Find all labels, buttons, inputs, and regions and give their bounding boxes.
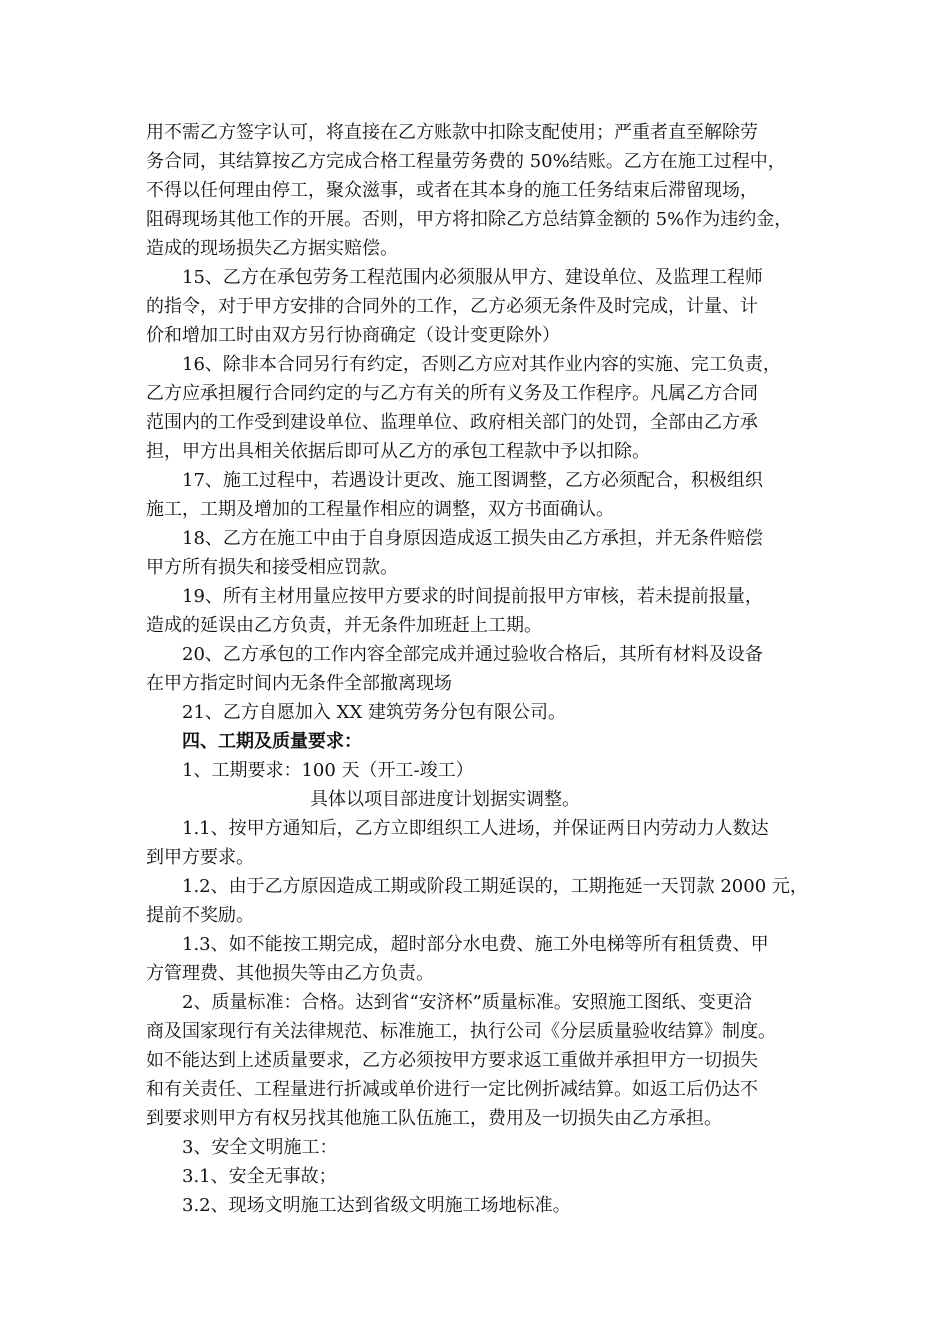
text-line: 施工，工期及增加的工程量作相应的调整，双方书面确认。 [146,499,614,520]
text-line: 价和增加工时由双方另行协商确定（设计变更除外） [146,325,560,346]
schedule-note: 具体以项目部进度计划据实调整。 [310,789,580,810]
item-1-2: 1.2、由于乙方原因造成工期或阶段工期延误的，工期拖延一天罚款 2000 元， [182,876,808,897]
quality-standard: 2、质量标准：合格。达到省“安济杯”质量标准。安照施工图纸、变更洽 [182,992,752,1013]
text-line: 造成的现场损失乙方据实赔偿。 [146,238,398,259]
item-3-2: 3.2、现场文明施工达到省级文明施工场地标准。 [182,1195,571,1216]
text-line: 甲方所有损失和接受相应罚款。 [146,557,398,578]
text-line: 不得以任何理由停工，聚众滋事，或者在其本身的施工任务结束后滞留现场， [146,180,758,201]
clause-17: 17、施工过程中，若遇设计更改、施工图调整，乙方必须配合，积极组织 [182,470,763,491]
text-line: 提前不奖励。 [146,905,254,926]
text-line: 如不能达到上述质量要求，乙方必须按甲方要求返工重做并承担甲方一切损失 [146,1050,758,1071]
clause-19: 19、所有主材用量应按甲方要求的时间提前报甲方审核，若未提前报量， [182,586,763,607]
text-line: 到甲方要求。 [146,847,254,868]
text-line: 在甲方指定时间内无条件全部撤离现场 [146,673,452,694]
text-line: 商及国家现行有关法律规范、标准施工，执行公司《分层质量验收结算》制度。 [146,1021,776,1042]
text-line: 用不需乙方签字认可，将直接在乙方账款中扣除支配使用；严重者直至解除劳 [146,122,758,143]
clause-18: 18、乙方在施工中由于自身原因造成返工损失由乙方承担，并无条件赔偿 [182,528,763,549]
text-line: 阻碍现场其他工作的开展。否则，甲方将扣除乙方总结算金额的 5%作为违约金， [146,209,793,230]
text-line: 务合同，其结算按乙方完成合格工程量劳务费的 50%结账。乙方在施工过程中， [146,151,786,172]
safety-heading: 3、安全文明施工： [182,1137,338,1158]
item-3-1: 3.1、安全无事故； [182,1166,337,1187]
schedule-requirement: 1、工期要求：100 天（开工-竣工） [182,760,474,781]
item-1-3: 1.3、如不能按工期完成，超时部分水电费、施工外电梯等所有租赁费、甲 [182,934,769,955]
text-line: 方管理费、其他损失等由乙方负责。 [146,963,434,984]
clause-15: 15、乙方在承包劳务工程范围内必须服从甲方、建设单位、及监理工程师 [182,267,763,288]
clause-20: 20、乙方承包的工作内容全部完成并通过验收合格后，其所有材料及设备 [182,644,763,665]
text-line: 和有关责任、工程量进行折减或单价进行一定比例折减结算。如返工后仍达不 [146,1079,758,1100]
item-1-1: 1.1、按甲方通知后，乙方立即组织工人进场，并保证两日内劳动力人数达 [182,818,769,839]
section-heading: 四、工期及质量要求： [182,731,362,752]
text-line: 乙方应承担履行合同约定的与乙方有关的所有义务及工作程序。凡属乙方合同 [146,383,758,404]
text-line: 造成的延误由乙方负责，并无条件加班赶上工期。 [146,615,542,636]
clause-16: 16、除非本合同另行有约定，否则乙方应对其作业内容的实施、完工负责， [182,354,781,375]
text-line: 的指令，对于甲方安排的合同外的工作，乙方必须无条件及时完成，计量、计 [146,296,758,317]
text-line: 到要求则甲方有权另找其他施工队伍施工，费用及一切损失由乙方承担。 [146,1108,722,1129]
text-line: 范围内的工作受到建设单位、监理单位、政府相关部门的处罚，全部由乙方承 [146,412,758,433]
text-line: 担，甲方出具相关依据后即可从乙方的承包工程款中予以扣除。 [146,441,650,462]
clause-21: 21、乙方自愿加入 XX 建筑劳务分包有限公司。 [182,702,566,723]
